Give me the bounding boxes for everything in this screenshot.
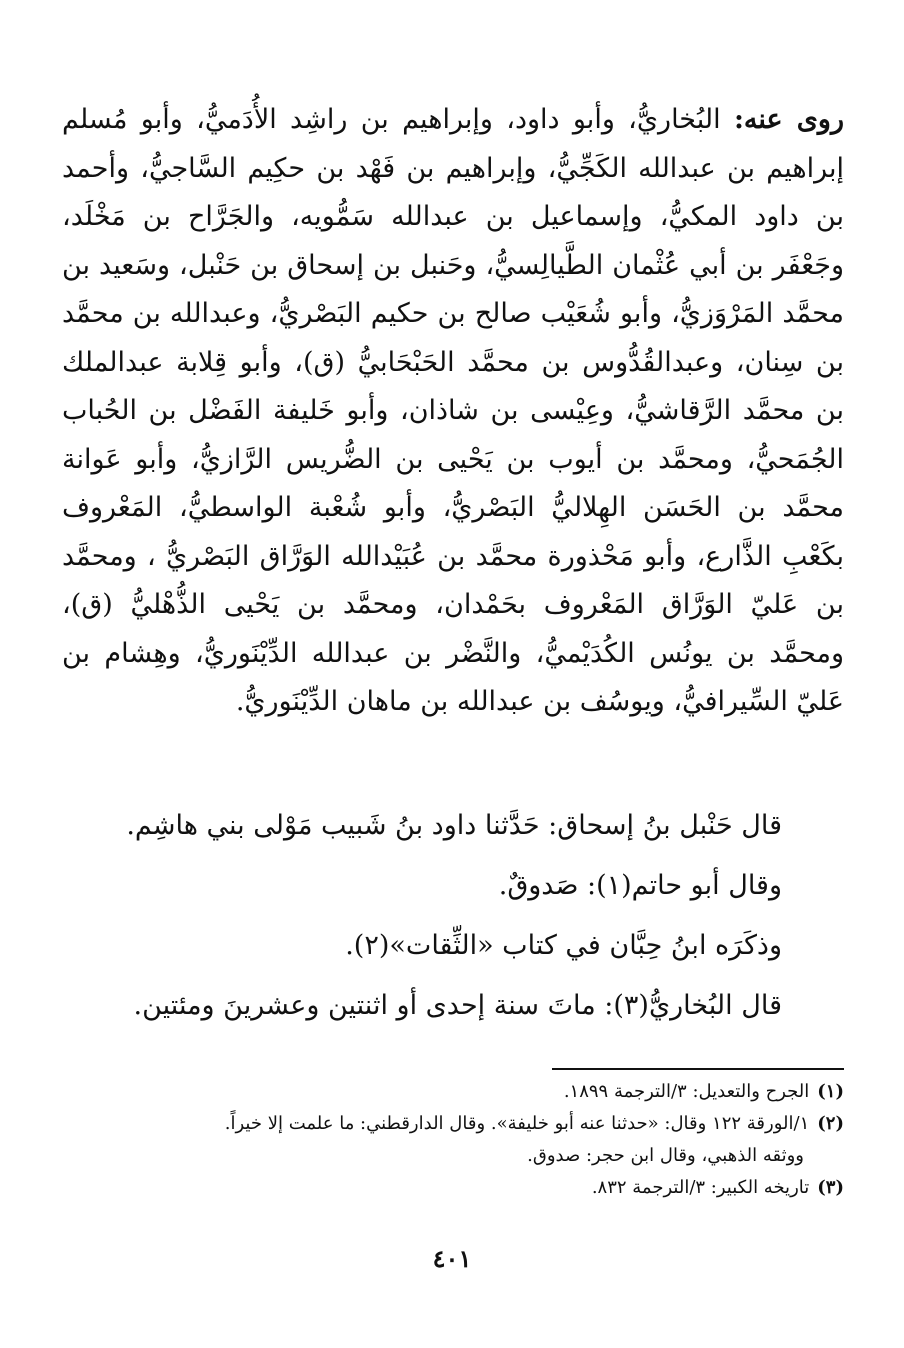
quote-line: وذكَرَه ابنُ حِبَّان في كتاب «الثِّقات»(٢). bbox=[345, 930, 782, 961]
quotes-list bbox=[62, 796, 844, 1036]
quote-line: قال حَنْبل بنُ إسحاق: حَدَّثنا داود بنُ شَبيب مَوْلى بني هاشِم. bbox=[126, 810, 782, 841]
narrators-paragraph bbox=[62, 96, 844, 727]
footnote-number: (٣) bbox=[817, 1177, 844, 1198]
quote-line: قال البُخاريُّ(٣): ماتَ سنة إحدى أو اثنتين وعشرينَ ومئتين. bbox=[133, 990, 782, 1021]
footnote bbox=[62, 1108, 844, 1140]
footnote bbox=[62, 1172, 844, 1204]
footnote bbox=[62, 1076, 844, 1108]
footnote-number: (١) bbox=[817, 1081, 844, 1102]
paragraph-text: البُخاريُّ، وأبو داود، وإبراهيم بن راشِد الأُدَميُّ، وأبو مُسلم إبراهيم بن عبدالله الكَجِّيُّ، وإبراهيم بن فَهْد بن حكِيم السَّاجيُّ، وأحمد بن داود المكيُّ، وإسماعيل بن عبدالله سَمُّويه، والجَرَّاح بن مَخْلَد، وجَعْفَر بن أبي عُثْمان الطَّيالِسيُّ، وحَنبل بن إسحاق بن حَنْبل، وسَعيد بن محمَّد المَرْوَزيُّ، وأبو شُعَيْب صالح بن حكيم البَصْريُّ، وعبدالله بن محمَّد بن سِنان، وعبدالقُدُّوس بن محمَّد الحَبْحَابيُّ (ق)، وأبو قِلابة عبدالملك بن محمَّد الرَّقاشيُّ، وعِيْسى بن شاذان، وأبو خَليفة الفَضْل بن الحُباب الجُمَحيُّ، ومحمَّد بن أيوب بن يَحْيى بن الضُّريس الرَّازيُّ، وأبو عَوانة محمَّد بن الحَسَن الهِلاليُّ البَصْريُّ، وأبو شُعْبة الواسطيُّ، المَعْروف بكَعْبِ الذَّارع، وأبو مَحْذورة محمَّد بن عُبَيْدالله الوَرَّاق البَصْريُّ ، ومحمَّد بن عَليّ الوَرَّاق المَعْروف بحَمْدان، ومحمَّد بن يَحْيى الذُّهْليُّ (ق)، ومحمَّد بن يونُس الكُدَيْميُّ، والنَّضْر بن عبدالله الدِّيْنَوريُّ، وهِشام بن عَليّ السِّيرافيُّ، ويوسُف بن عبدالله بن ماهان الدِّيْنَوريُّ. bbox=[62, 104, 844, 717]
footnotes-list bbox=[62, 1076, 844, 1204]
quote-line: وقال أبو حاتم(١): صَدوقٌ. bbox=[498, 870, 782, 901]
footnote-text: تاريخه الكبير: ٣/الترجمة ٨٣٢. bbox=[591, 1177, 810, 1198]
footnote-number: (٢) bbox=[817, 1113, 844, 1134]
footnote-text: الجرح والتعديل: ٣/الترجمة ١٨٩٩. bbox=[563, 1081, 810, 1102]
footnote-continuation bbox=[62, 1140, 844, 1172]
footnote-text: ١/الورقة ١٢٢ وقال: «حدثنا عنه أبو خليفة». وقال الدارقطني: ما علمت إلا خيراً. bbox=[224, 1113, 810, 1134]
footnote-divider bbox=[552, 1068, 844, 1070]
paragraph-lead: روى عنه: bbox=[733, 104, 844, 135]
page-number: ٤٠١ bbox=[432, 1244, 472, 1273]
footnote-text: ووثقه الذهبي، وقال ابن حجر: صدوق. bbox=[527, 1145, 804, 1166]
